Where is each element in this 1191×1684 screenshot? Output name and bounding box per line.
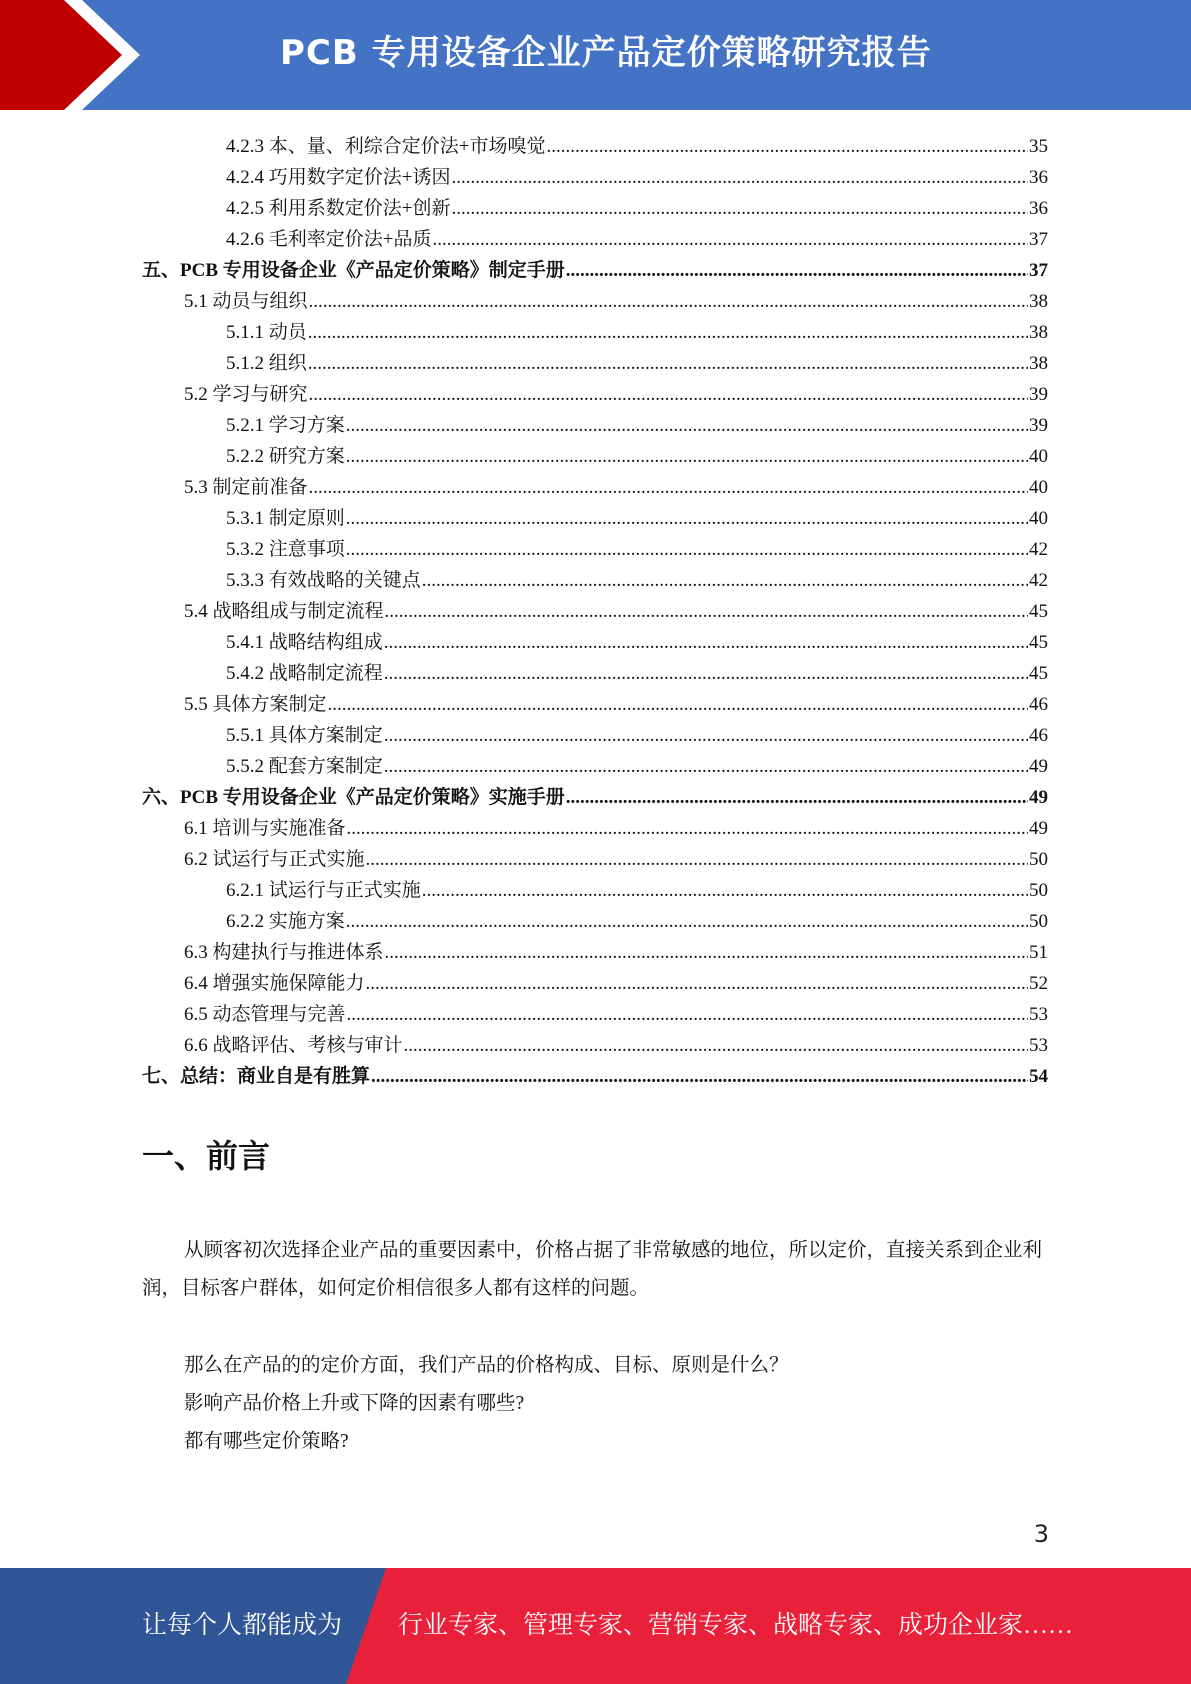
toc-entry-page: 46: [1029, 725, 1048, 746]
toc-entry[interactable]: [184, 1027, 1048, 1058]
toc-entry-page: 45: [1029, 663, 1048, 684]
section-heading: 一、前言: [142, 1137, 271, 1175]
toc-entry-page: 52: [1029, 973, 1048, 994]
toc-entry[interactable]: [226, 531, 1048, 562]
toc-dot-leader: [422, 879, 1028, 903]
toc-entry-label: 5.5.2 配套方案制定: [226, 756, 383, 777]
toc-entry[interactable]: [184, 469, 1048, 500]
toc-entry-label: 5.2 学习与研究: [184, 384, 308, 405]
toc-dot-leader: [422, 569, 1028, 593]
toc-entry-page: 49: [1029, 787, 1048, 808]
toc-entry[interactable]: [226, 624, 1048, 655]
toc-entry-label: 5.4 战略组成与制定流程: [184, 601, 384, 622]
toc-entry[interactable]: [142, 1058, 1048, 1089]
toc-entry-label: 4.2.5 利用系数定价法+创新: [226, 198, 451, 219]
toc-entry[interactable]: [226, 655, 1048, 686]
toc-entry-page: 50: [1029, 911, 1048, 932]
toc-dot-leader: [309, 383, 1028, 407]
toc-entry-label: 七、总结：商业自是有胜算: [142, 1066, 371, 1087]
toc-dot-leader: [366, 972, 1028, 996]
toc-dot-leader: [566, 786, 1028, 810]
toc-entry-label: 5.2.1 学习方案: [226, 415, 345, 436]
toc-dot-leader: [347, 817, 1028, 841]
document-title: PCB 专用设备企业产品定价策略研究报告: [280, 33, 932, 73]
toc-entry[interactable]: [184, 965, 1048, 996]
toc-entry[interactable]: [226, 128, 1048, 159]
toc-entry-page: 51: [1029, 942, 1048, 963]
toc-entry[interactable]: [226, 345, 1048, 376]
toc-dot-leader: [309, 476, 1028, 500]
toc-entry-page: 38: [1029, 322, 1048, 343]
toc-entry-page: 40: [1029, 477, 1048, 498]
toc-entry[interactable]: [226, 438, 1048, 469]
toc-dot-leader: [346, 910, 1028, 934]
toc-entry-page: 49: [1029, 818, 1048, 839]
toc-entry-label: 五、PCB 专用设备企业《产品定价策略》制定手册: [142, 260, 565, 281]
toc-entry-page: 45: [1029, 632, 1048, 653]
toc-entry-label: 5.3 制定前准备: [184, 477, 308, 498]
toc-entry-page: 38: [1029, 353, 1048, 374]
toc-entry-page: 50: [1029, 880, 1048, 901]
toc-dot-leader: [451, 197, 1028, 221]
toc-dot-leader: [566, 259, 1028, 283]
toc-entry[interactable]: [142, 252, 1048, 283]
toc-entry[interactable]: [184, 593, 1048, 624]
page-number: 3: [1033, 1520, 1049, 1548]
toc-entry-label: 5.1.2 组织: [226, 353, 307, 374]
toc-entry-label: 5.1 动员与组织: [184, 291, 308, 312]
toc-entry[interactable]: [142, 779, 1048, 810]
toc-entry[interactable]: [226, 903, 1048, 934]
toc-entry-page: 40: [1029, 508, 1048, 529]
toc-entry-label: 六、PCB 专用设备企业《产品定价策略》实施手册: [142, 787, 565, 808]
toc-entry-label: 4.2.4 巧用数字定价法+诱因: [226, 167, 451, 188]
footer-slogan-left: 让每个人都能成为: [142, 1612, 343, 1639]
toc-entry-label: 5.5 具体方案制定: [184, 694, 327, 715]
toc-entry-page: 53: [1029, 1035, 1048, 1056]
toc-dot-leader: [404, 1034, 1028, 1058]
toc-dot-leader: [366, 848, 1028, 872]
toc-dot-leader: [546, 135, 1028, 159]
toc-entry-page: 42: [1029, 539, 1048, 560]
toc-dot-leader: [328, 693, 1028, 717]
toc-entry-page: 54: [1029, 1066, 1048, 1087]
toc-entry-page: 35: [1029, 136, 1048, 157]
toc-entry-page: 36: [1029, 167, 1048, 188]
toc-entry-page: 50: [1029, 849, 1048, 870]
toc-dot-leader: [347, 1003, 1028, 1027]
toc-entry-label: 5.2.2 研究方案: [226, 446, 345, 467]
toc-entry[interactable]: [226, 748, 1048, 779]
toc-entry-label: 6.2.2 实施方案: [226, 911, 345, 932]
page-footer-banner: [0, 1568, 1191, 1684]
toc-entry[interactable]: [226, 221, 1048, 252]
toc-entry-label: 6.2.1 试运行与正式实施: [226, 880, 421, 901]
toc-entry[interactable]: [184, 996, 1048, 1027]
toc-dot-leader: [308, 352, 1028, 376]
toc-dot-leader: [371, 1065, 1028, 1089]
toc-entry-label: 6.5 动态管理与完善: [184, 1004, 346, 1025]
toc-dot-leader: [346, 445, 1028, 469]
toc-entry-label: 5.3.2 注意事项: [226, 539, 345, 560]
toc-entry-page: 40: [1029, 446, 1048, 467]
toc-entry[interactable]: [184, 376, 1048, 407]
toc-entry[interactable]: [226, 717, 1048, 748]
toc-entry-page: 49: [1029, 756, 1048, 777]
toc-entry-label: 5.3.1 制定原则: [226, 508, 345, 529]
toc-entry-page: 42: [1029, 570, 1048, 591]
footer-slogan-right: 行业专家、管理专家、营销专家、战略专家、成功企业家……: [398, 1612, 1074, 1639]
toc-dot-leader: [451, 166, 1028, 190]
toc-entry-label: 5.1.1 动员: [226, 322, 307, 343]
toc-entry-page: 37: [1029, 229, 1048, 250]
toc-entry[interactable]: [184, 934, 1048, 965]
toc-dot-leader: [432, 228, 1028, 252]
toc-dot-leader: [385, 941, 1028, 965]
toc-entry-page: 45: [1029, 601, 1048, 622]
toc-dot-leader: [346, 414, 1028, 438]
question-line: 影响产品价格上升或下降的因素有哪些?: [184, 1393, 525, 1414]
toc-entry-label: 6.6 战略评估、考核与审计: [184, 1035, 403, 1056]
toc-entry-page: 39: [1029, 415, 1048, 436]
toc-entry[interactable]: [226, 159, 1048, 190]
toc-entry-page: 46: [1029, 694, 1048, 715]
toc-entry-page: 39: [1029, 384, 1048, 405]
toc-dot-leader: [308, 321, 1028, 345]
toc-entry[interactable]: [226, 407, 1048, 438]
toc-entry-page: 38: [1029, 291, 1048, 312]
toc-entry-label: 5.3.3 有效战略的关键点: [226, 570, 421, 591]
toc-dot-leader: [346, 538, 1028, 562]
toc-dot-leader: [384, 755, 1028, 779]
page-header-banner: [0, 0, 1191, 110]
toc-entry[interactable]: [226, 500, 1048, 531]
intro-paragraph: 从顾客初次选择企业产品的重要因素中，价格占据了非常敏感的地位，所以定价，直接关系到企业利润，目标客户群体，如何定价相信很多人都有这样的问题。: [142, 1240, 1043, 1299]
toc-entry-label: 6.1 培训与实施准备: [184, 818, 346, 839]
toc-entry-label: 5.4.1 战略结构组成: [226, 632, 383, 653]
toc-entry[interactable]: [226, 314, 1048, 345]
question-line: 都有哪些定价策略?: [184, 1431, 349, 1452]
toc-entry-page: 36: [1029, 198, 1048, 219]
toc-entry-page: 53: [1029, 1004, 1048, 1025]
toc-dot-leader: [384, 631, 1028, 655]
toc-dot-leader: [384, 724, 1028, 748]
toc-entry[interactable]: [184, 686, 1048, 717]
toc-dot-leader: [384, 662, 1028, 686]
header-arrow-decoration: [0, 0, 160, 110]
toc-entry[interactable]: [184, 283, 1048, 314]
toc-dot-leader: [385, 600, 1028, 624]
toc-entry-label: 4.2.6 毛利率定价法+品质: [226, 229, 432, 250]
toc-entry-label: 4.2.3 本、量、利综合定价法+市场嗅觉: [226, 136, 546, 157]
toc-entry-label: 5.4.2 战略制定流程: [226, 663, 383, 684]
toc-dot-leader: [309, 290, 1028, 314]
toc-entry[interactable]: [226, 872, 1048, 903]
toc-entry-label: 6.3 构建执行与推进体系: [184, 942, 384, 963]
toc-entry-label: 6.4 增强实施保障能力: [184, 973, 365, 994]
toc-entry-page: 37: [1029, 260, 1048, 281]
toc-entry[interactable]: [226, 190, 1048, 221]
toc-entry-label: 5.5.1 具体方案制定: [226, 725, 383, 746]
question-line: 那么在产品的的定价方面，我们产品的价格构成、目标、原则是什么？: [184, 1355, 789, 1376]
toc-entry[interactable]: [184, 810, 1048, 841]
toc-entry[interactable]: [184, 841, 1048, 872]
toc-entry-label: 6.2 试运行与正式实施: [184, 849, 365, 870]
toc-dot-leader: [346, 507, 1028, 531]
toc-entry[interactable]: [226, 562, 1048, 593]
